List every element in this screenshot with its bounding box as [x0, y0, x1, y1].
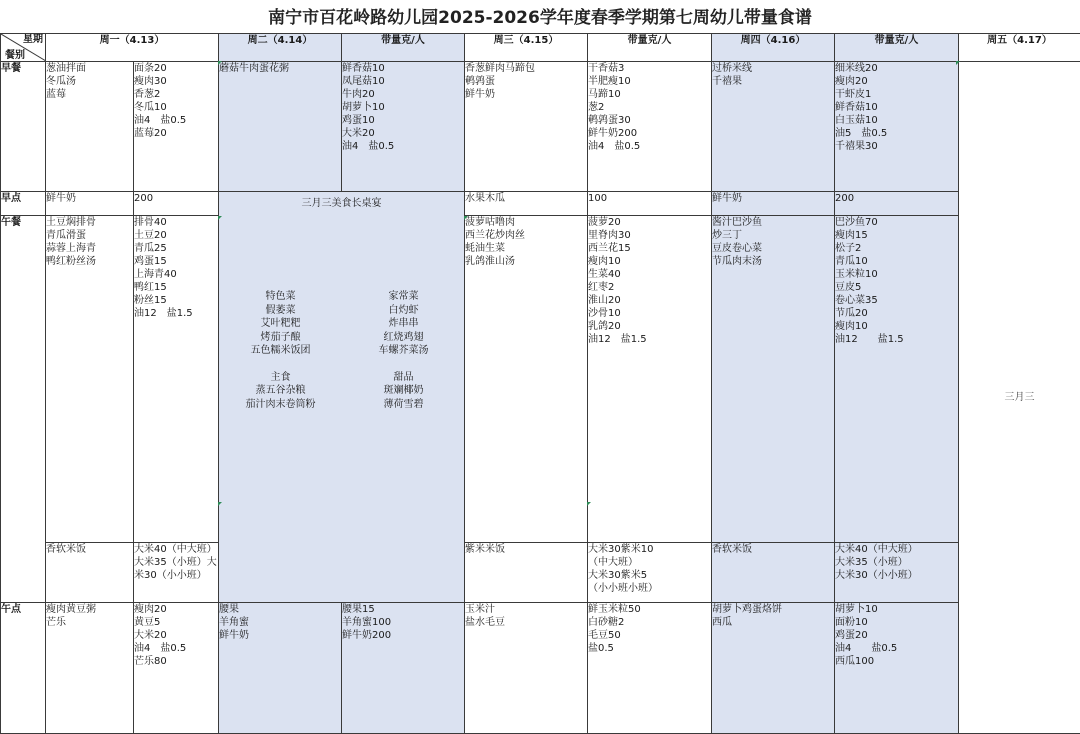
dish: 菠萝咕噜肉	[465, 216, 587, 229]
meal-afternoon-snack: 午点	[1, 603, 46, 734]
qty: 面粉10	[835, 616, 958, 629]
banquet-item: 斑斓椰奶	[342, 384, 465, 398]
cell-marker	[218, 502, 222, 506]
banquet-item: 特色菜	[219, 290, 342, 304]
qty: 大米40（中大班）大米35（小班）大米30（小小班）	[134, 543, 218, 582]
afternoon-thu-dishes	[712, 603, 835, 734]
breakfast-mon-qty	[134, 62, 219, 192]
banquet-item: 茄汁肉末卷筒粉	[219, 398, 342, 412]
qty: 瘦肉10	[588, 255, 711, 268]
qty: 油12 盐1.5	[588, 333, 711, 346]
header-fri: 周五（4.17）	[959, 34, 1080, 62]
qty: 大米35（小班）	[835, 556, 958, 569]
qty: 鹌鹑蛋30	[588, 114, 711, 127]
banquet-item: 假萎菜	[219, 304, 342, 318]
qty: 羊角蜜100	[342, 616, 464, 629]
qty: 鸭红15	[134, 281, 218, 294]
dish: 鲜牛奶	[465, 88, 587, 101]
cell-marker	[218, 216, 222, 220]
meal-label: 餐别	[5, 50, 25, 61]
qty: 西兰花15	[588, 242, 711, 255]
morning-snack-mon-dish: 鲜牛奶	[46, 192, 134, 216]
qty: 油12 盐1.5	[835, 333, 958, 346]
qty: 干香菇3	[588, 62, 711, 75]
qty: （小小班小班）	[588, 582, 711, 595]
qty: 鸡蛋15	[134, 255, 218, 268]
qty: 油4 盐0.5	[134, 642, 218, 655]
qty: 瘦肉15	[835, 229, 958, 242]
qty: 瘦肉20	[835, 75, 958, 88]
qty: 豆皮5	[835, 281, 958, 294]
qty: 冬瓜10	[134, 101, 218, 114]
qty: 盐0.5	[588, 642, 711, 655]
afternoon-mon-dishes	[46, 603, 134, 734]
banquet-left-column	[219, 290, 342, 411]
meal-morning-snack: 早点	[1, 192, 46, 216]
qty: 千禧果30	[835, 140, 958, 153]
banquet-item: 炸串串	[342, 317, 465, 331]
header-wed-qty: 带量克/人	[588, 34, 712, 62]
breakfast-mon-dishes	[46, 62, 134, 192]
qty: 节瓜20	[835, 307, 958, 320]
banquet-item: 烤茄子酿	[219, 331, 342, 345]
rice-mon-qty	[134, 543, 219, 603]
dish: 青瓜滑蛋	[46, 229, 133, 242]
dish: 盐水毛豆	[465, 616, 587, 629]
qty: 凤尾菇10	[342, 75, 464, 88]
rice-wed-dish: 紫米米饭	[465, 543, 588, 603]
dish: 玉米汁	[465, 603, 587, 616]
dish: 瘦肉黄豆粥	[46, 603, 133, 616]
banquet-spacer	[342, 358, 465, 371]
qty: 马蹄10	[588, 88, 711, 101]
breakfast-thu-qty	[835, 62, 959, 192]
qty: 上海青40	[134, 268, 218, 281]
qty: 白砂糖2	[588, 616, 711, 629]
dish: 过桥米线	[712, 62, 834, 75]
breakfast-thu-dishes	[712, 62, 835, 192]
banquet-item: 甜品	[342, 371, 465, 385]
dish: 冬瓜汤	[46, 75, 133, 88]
lunch-wed-dishes	[465, 216, 588, 543]
friday-note: 三月三	[959, 62, 1080, 734]
qty: 卷心菜35	[835, 294, 958, 307]
banquet-item: 薄荷雪碧	[342, 398, 465, 412]
header-thu: 周四（4.16）	[712, 34, 835, 62]
qty: 油4 盐0.5	[835, 642, 958, 655]
qty: 鲜牛奶200	[342, 629, 464, 642]
header-tue: 周二（4.14）	[219, 34, 342, 62]
qty: 白玉菇10	[835, 114, 958, 127]
dish: 鸭红粉丝汤	[46, 255, 133, 268]
qty: 瘦肉30	[134, 75, 218, 88]
qty: 青瓜25	[134, 242, 218, 255]
cell-marker	[464, 216, 468, 220]
afternoon-tue-dishes	[219, 603, 342, 734]
dish: 乳鸽淮山汤	[465, 255, 587, 268]
breakfast-wed-qty	[588, 62, 712, 192]
qty: 瘦肉20	[134, 603, 218, 616]
dish: 蚝油生菜	[465, 242, 587, 255]
banquet-item: 红烧鸡翅	[342, 331, 465, 345]
qty: 腰果15	[342, 603, 464, 616]
banquet-item: 五色糯米饭团	[219, 344, 342, 358]
rice-mon-dish: 香软米饭	[46, 543, 134, 603]
menu-table	[0, 33, 1080, 734]
banquet-item: 家常菜	[342, 290, 465, 304]
qty: 粉丝15	[134, 294, 218, 307]
qty: 油5 盐0.5	[835, 127, 958, 140]
banquet-item: 艾叶粑粑	[219, 317, 342, 331]
qty: 排骨40	[134, 216, 218, 229]
breakfast-tue-dishes	[219, 62, 342, 192]
banquet-block	[219, 192, 465, 603]
banquet-item: 主食	[219, 371, 342, 385]
afternoon-tue-qty	[342, 603, 465, 734]
qty: 油4 盐0.5	[588, 140, 711, 153]
qty: 香葱2	[134, 88, 218, 101]
qty: 芒乐80	[134, 655, 218, 668]
dish: 蒜蓉上海青	[46, 242, 133, 255]
lunch-wed-qty	[588, 216, 712, 543]
header-wed: 周三（4.15）	[465, 34, 588, 62]
dish: 千禧果	[712, 75, 834, 88]
qty: 沙骨10	[588, 307, 711, 320]
dish: 西瓜	[712, 616, 834, 629]
rice-wed-qty	[588, 543, 712, 603]
qty: 大米20	[134, 629, 218, 642]
lunch-thu-dishes	[712, 216, 835, 543]
breakfast-wed-dishes	[465, 62, 588, 192]
dish: 蓝莓	[46, 88, 133, 101]
qty: 鲜香菇10	[342, 62, 464, 75]
rice-thu-qty	[835, 543, 959, 603]
qty: 鲜香菇10	[835, 101, 958, 114]
qty: 胡萝卜10	[835, 603, 958, 616]
qty: 巴沙鱼70	[835, 216, 958, 229]
qty: 蓝莓20	[134, 127, 218, 140]
afternoon-wed-qty	[588, 603, 712, 734]
qty: 葱2	[588, 101, 711, 114]
morning-snack-thu-qty: 200	[835, 192, 959, 216]
rice-thu-dish: 香软米饭	[712, 543, 835, 603]
dish: 鹌鹑蛋	[465, 75, 587, 88]
morning-snack-wed-qty: 100	[588, 192, 712, 216]
qty: 松子2	[835, 242, 958, 255]
qty: 大米30紫米10	[588, 543, 711, 556]
qty: 干虾皮1	[835, 88, 958, 101]
dish: 鲜牛奶	[219, 629, 341, 642]
qty: 牛肉20	[342, 88, 464, 101]
qty: 细米线20	[835, 62, 958, 75]
qty: 鲜玉米粒50	[588, 603, 711, 616]
qty: 生菜40	[588, 268, 711, 281]
banquet-item: 白灼虾	[342, 304, 465, 318]
header-thu-qty: 带量克/人	[835, 34, 959, 62]
afternoon-thu-qty	[835, 603, 959, 734]
qty: 油12 盐1.5	[134, 307, 218, 320]
qty: 土豆20	[134, 229, 218, 242]
banquet-item: 车螺芥菜汤	[342, 344, 465, 358]
qty: 乳鸽20	[588, 320, 711, 333]
dish: 炒三丁	[712, 229, 834, 242]
qty: 瘦肉10	[835, 320, 958, 333]
banquet-title: 三月三美食长桌宴	[219, 197, 464, 210]
header-tue-qty: 带量克/人	[342, 34, 465, 62]
week-label: 星期	[23, 34, 43, 45]
lunch-mon-dishes	[46, 216, 134, 543]
dish: 蘑菇牛肉蛋花粥	[219, 62, 341, 75]
dish: 土豆焖排骨	[46, 216, 133, 229]
page-title: 南宁市百花岭路幼儿园2025-2026学年度春季学期第七周幼儿带量食谱	[0, 0, 1080, 33]
qty: 玉米粒10	[835, 268, 958, 281]
meal-breakfast: 早餐	[1, 62, 46, 192]
qty: 油4 盐0.5	[134, 114, 218, 127]
dish: 酱汁巴沙鱼	[712, 216, 834, 229]
qty: 鸡蛋20	[835, 629, 958, 642]
dish: 豆皮卷心菜	[712, 242, 834, 255]
qty: 淮山20	[588, 294, 711, 307]
morning-snack-wed-dish: 水果木瓜	[465, 192, 588, 216]
qty: 鸡蛋10	[342, 114, 464, 127]
qty: 黄豆5	[134, 616, 218, 629]
cell-marker	[956, 61, 960, 65]
breakfast-tue-qty	[342, 62, 465, 192]
qty: 里脊肉30	[588, 229, 711, 242]
dish: 胡萝卜鸡蛋烙饼	[712, 603, 834, 616]
lunch-thu-qty	[835, 216, 959, 543]
qty: 西瓜100	[835, 655, 958, 668]
dish: 腰果	[219, 603, 341, 616]
banquet-right-column	[342, 290, 465, 411]
qty: 大米40（中大班）	[835, 543, 958, 556]
qty: 红枣2	[588, 281, 711, 294]
morning-snack-thu-dish: 鲜牛奶	[712, 192, 835, 216]
afternoon-mon-qty	[134, 603, 219, 734]
qty: 鲜牛奶200	[588, 127, 711, 140]
cell-marker	[587, 502, 591, 506]
banquet-item: 蒸五谷杂粮	[219, 384, 342, 398]
qty: （中大班）	[588, 556, 711, 569]
dish: 葱油拌面	[46, 62, 133, 75]
dish: 香葱鲜肉马蹄包	[465, 62, 587, 75]
cell-marker	[218, 61, 222, 65]
morning-snack-mon-qty: 200	[134, 192, 219, 216]
dish: 芒乐	[46, 616, 133, 629]
dish: 节瓜肉末汤	[712, 255, 834, 268]
qty: 菠萝20	[588, 216, 711, 229]
qty: 半肥瘦10	[588, 75, 711, 88]
qty: 青瓜10	[835, 255, 958, 268]
banquet-spacer	[219, 358, 342, 371]
qty: 大米20	[342, 127, 464, 140]
header-mon: 周一（4.13）	[46, 34, 219, 62]
dish: 羊角蜜	[219, 616, 341, 629]
qty: 面条20	[134, 62, 218, 75]
dish: 西兰花炒肉丝	[465, 229, 587, 242]
afternoon-wed-dishes	[465, 603, 588, 734]
lunch-mon-qty	[134, 216, 219, 543]
qty: 油4 盐0.5	[342, 140, 464, 153]
qty: 胡萝卜10	[342, 101, 464, 114]
corner-header	[1, 34, 46, 62]
qty: 大米30（小小班）	[835, 569, 958, 582]
meal-lunch: 午餐	[1, 216, 46, 603]
qty: 大米30紫米5	[588, 569, 711, 582]
qty: 毛豆50	[588, 629, 711, 642]
